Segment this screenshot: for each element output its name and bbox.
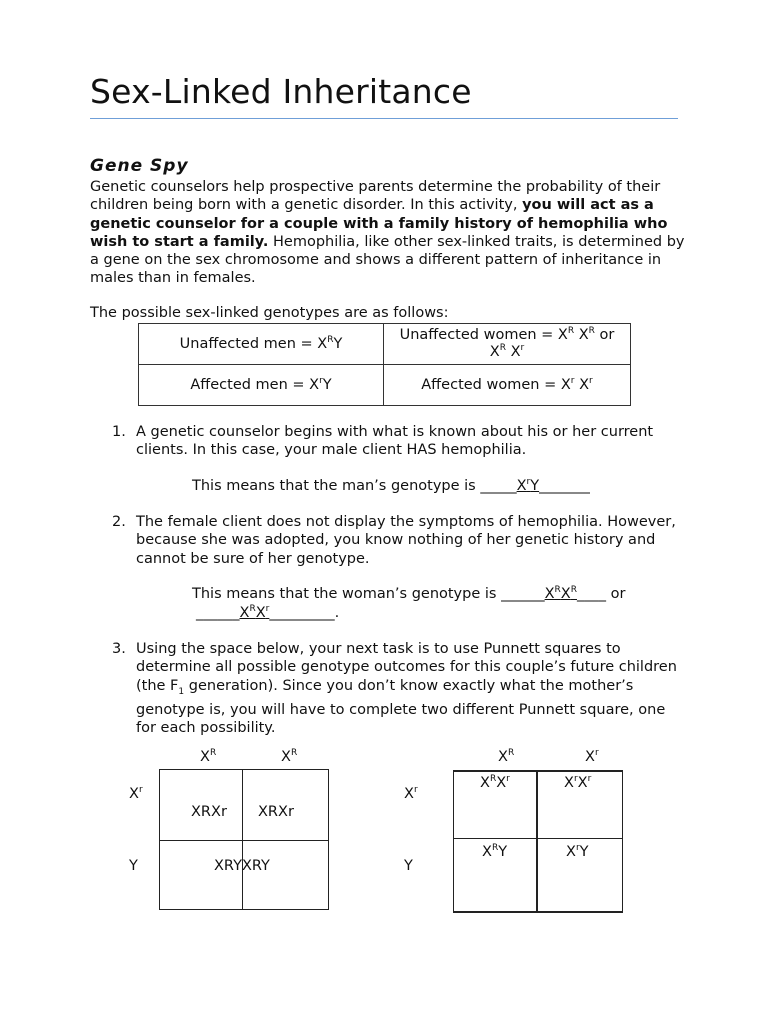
p2-grid-vline <box>536 770 538 911</box>
p1-col-header-1: $X^R$ <box>200 748 217 765</box>
p2-col-header-2: $X^r$ <box>585 748 599 765</box>
p2-cell-1[interactable]: $X^RX^r$ <box>480 774 510 791</box>
question-number: 2. <box>112 514 126 530</box>
p1-row-header-1: $X^r$ <box>129 785 143 802</box>
cell-unaffected-women: Unaffected women = $X^R$ $X^R$ or $X^R$ $X^r$ <box>384 324 631 365</box>
p2-cell-2[interactable]: $X^rX^r$ <box>564 774 592 791</box>
p1-grid-hline <box>159 840 328 841</box>
woman-genotype-answer-2[interactable]: $X^RX^r$ <box>239 604 270 621</box>
question-number: 3. <box>112 641 126 657</box>
intro-paragraph: Genetic counselors help prospective parents determine the probability of their children being born with a genetic disorder. In this activity, you will act as a genetic counselor for a couple with a family history of hemophilia who wish to start a family. Hemophilia, like other sex-linked traits, is determined by a gene on the sex chromosome and shows a different pattern of inheritance in males than in females. <box>90 179 685 287</box>
p2-col-header-1: $X^R$ <box>498 748 515 765</box>
p2-row-header-1: $X^r$ <box>404 785 418 802</box>
question-text: The female client does not display the symptoms of hemophilia. However, because she was adopted, you know nothing of her genetic history and cannot be sure of her genotype. <box>136 514 676 567</box>
genotype-table <box>138 323 631 406</box>
question-text: A genetic counselor begins with what is known about his or her current clients. In this case, your male client HAS hemophilia. <box>136 424 654 459</box>
question-1 <box>112 423 682 460</box>
answer-line-1: This means that the man’s genotype is $\_\_\_\_\_X^rY\_\_\_\_\_\_\_$ <box>192 477 590 494</box>
p2-cell-4[interactable]: $X^rY$ <box>566 843 589 860</box>
p1-cell-1[interactable]: XRXr <box>191 804 227 820</box>
genotypes-intro: The possible sex-linked genotypes are as follows: <box>90 305 449 321</box>
question-text: Using the space below, your next task is to use Punnett squares to determine all possible genotype outcomes for this couple’s future children (the $F_1$ generation). Since you don’t know exactly what the mother’s genotype is, you will have to complete two different Punnett square, one for each possibility. <box>136 641 677 737</box>
p1-col-header-2: $X^R$ <box>281 748 298 765</box>
p1-cell-2[interactable]: XRXr <box>258 804 294 820</box>
woman-genotype-answer-1[interactable]: $X^RX^R$ <box>544 585 577 602</box>
p2-cell-3[interactable]: $X^RY$ <box>482 843 508 860</box>
p2-row-header-2: Y <box>404 858 413 874</box>
page-title: Sex-Linked Inheritance <box>90 72 472 111</box>
cell-affected-women: Affected women = $X^r$ $X^r$ <box>384 365 631 406</box>
title-divider <box>90 118 678 119</box>
answer-line-2: This means that the woman’s genotype is $\_\_\_\_\_\_X^RX^R\_\_\_\_$ or <box>192 585 626 602</box>
man-genotype-answer[interactable]: $X^rY$ <box>516 477 540 494</box>
p2-grid-hline <box>453 838 622 839</box>
answer-line-2b: $\_\_\_\_\_\_X^RX^r\_\_\_\_\_\_\_\_\_$. <box>196 604 340 621</box>
cell-affected-men: Affected men = $X^rY$ <box>139 365 384 406</box>
p1-row-header-2: Y <box>129 858 138 874</box>
p1-cell-3[interactable]: XRYXRY <box>214 858 270 874</box>
question-3 <box>112 640 682 737</box>
question-number: 1. <box>112 424 126 440</box>
section-title: Gene Spy <box>90 156 189 176</box>
question-2 <box>112 513 682 568</box>
p1-grid-vline <box>242 769 243 909</box>
cell-unaffected-men: Unaffected men = $X^RY$ <box>139 324 384 365</box>
p2-grid <box>453 770 623 913</box>
